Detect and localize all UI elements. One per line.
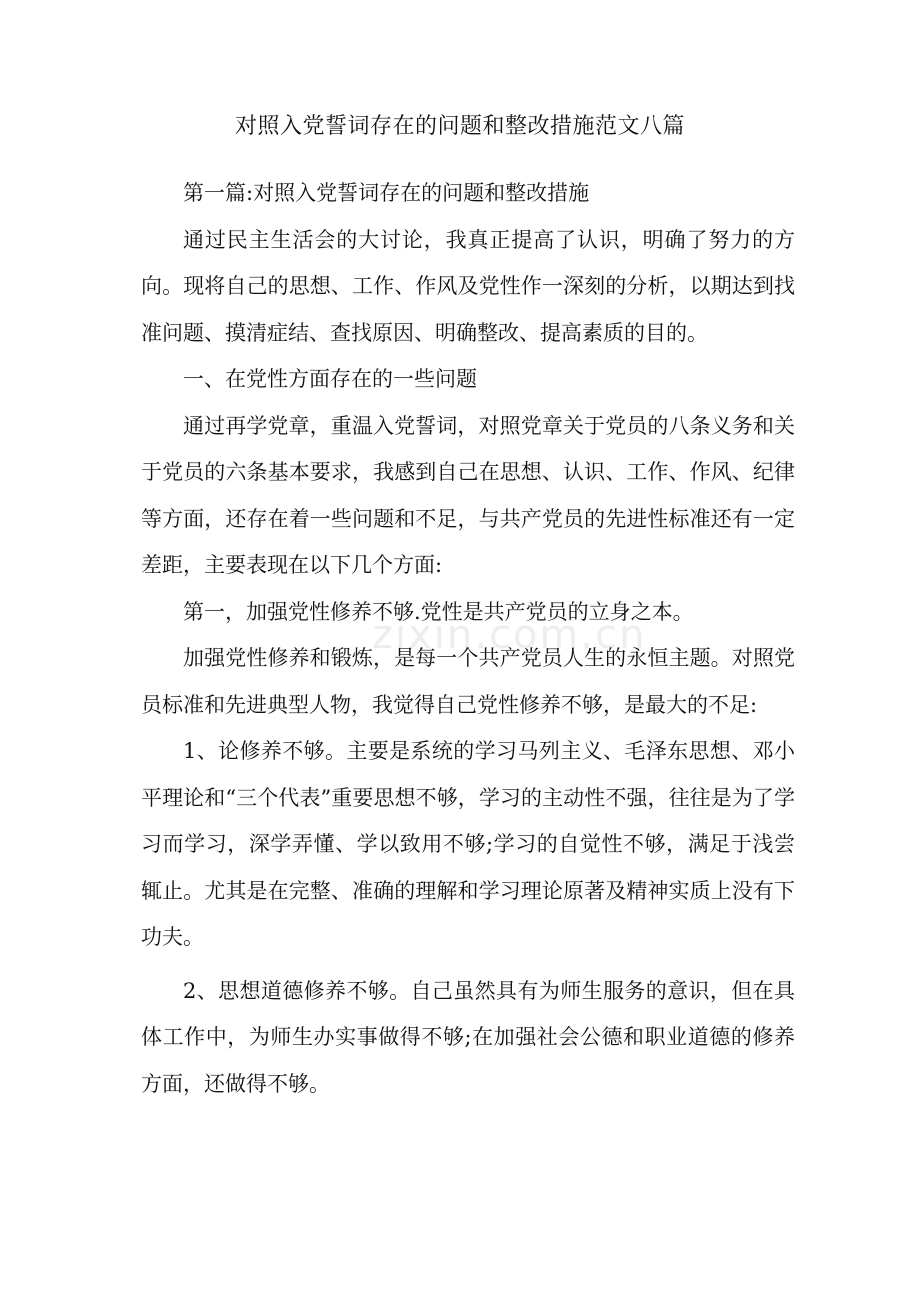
section-heading: 第一篇:对照入党誓词存在的问题和整改措施 [183,181,590,205]
document-title: 对照入党誓词存在的问题和整改措施范文八篇 [234,114,685,139]
paragraph: 1、论修养不够。主要是系统的学习马列主义、毛泽东思想、邓小平理论和“三个代表”重要思想不够，学习的主动性不强，往往是为了学习而学习，深学弄懂、学以致用不够;学习的自觉性不够，满足于浅尝辄止。尤其是在完整、准确的理解和学习理论原著及精神实质上没有下功夫。 [141,739,795,949]
subsection-heading: 一、在党性方面存在的一些问题 [183,367,477,391]
paragraph: 通过民主生活会的大讨论，我真正提高了认识，明确了努力的方向。现将自己的思想、工作、作风及党性作一深刻的分析，以期达到找准问题、摸清症结、查找原因、明确整改、提高素质的目的。 [141,227,795,345]
document-body [141,170,795,1107]
paragraph: 2、思想道德修养不够。自己虽然具有为师生服务的意识，但在具体工作中，为师生办实事做得不够;在加强社会公德和职业道德的修养方面，还做得不够。 [141,978,795,1096]
paragraph: 加强党性修养和锻炼，是每一个共产党员人生的永恒主题。对照党员标准和先进典型人物，我觉得自己党性修养不够，是最大的不足: [141,646,795,717]
paragraph: 通过再学党章，重温入党誓词，对照党章关于党员的八条义务和关于党员的六条基本要求，我感到自己在思想、认识、工作、作风、纪律等方面，还存在着一些问题和不足，与共产党员的先进性标准还有一定差距，主要表现在以下几个方面: [141,413,795,577]
paragraph: 第一，加强党性修养不够.党性是共产党员的立身之本。 [183,599,694,624]
watermark: zixin.com.cn [372,612,647,658]
